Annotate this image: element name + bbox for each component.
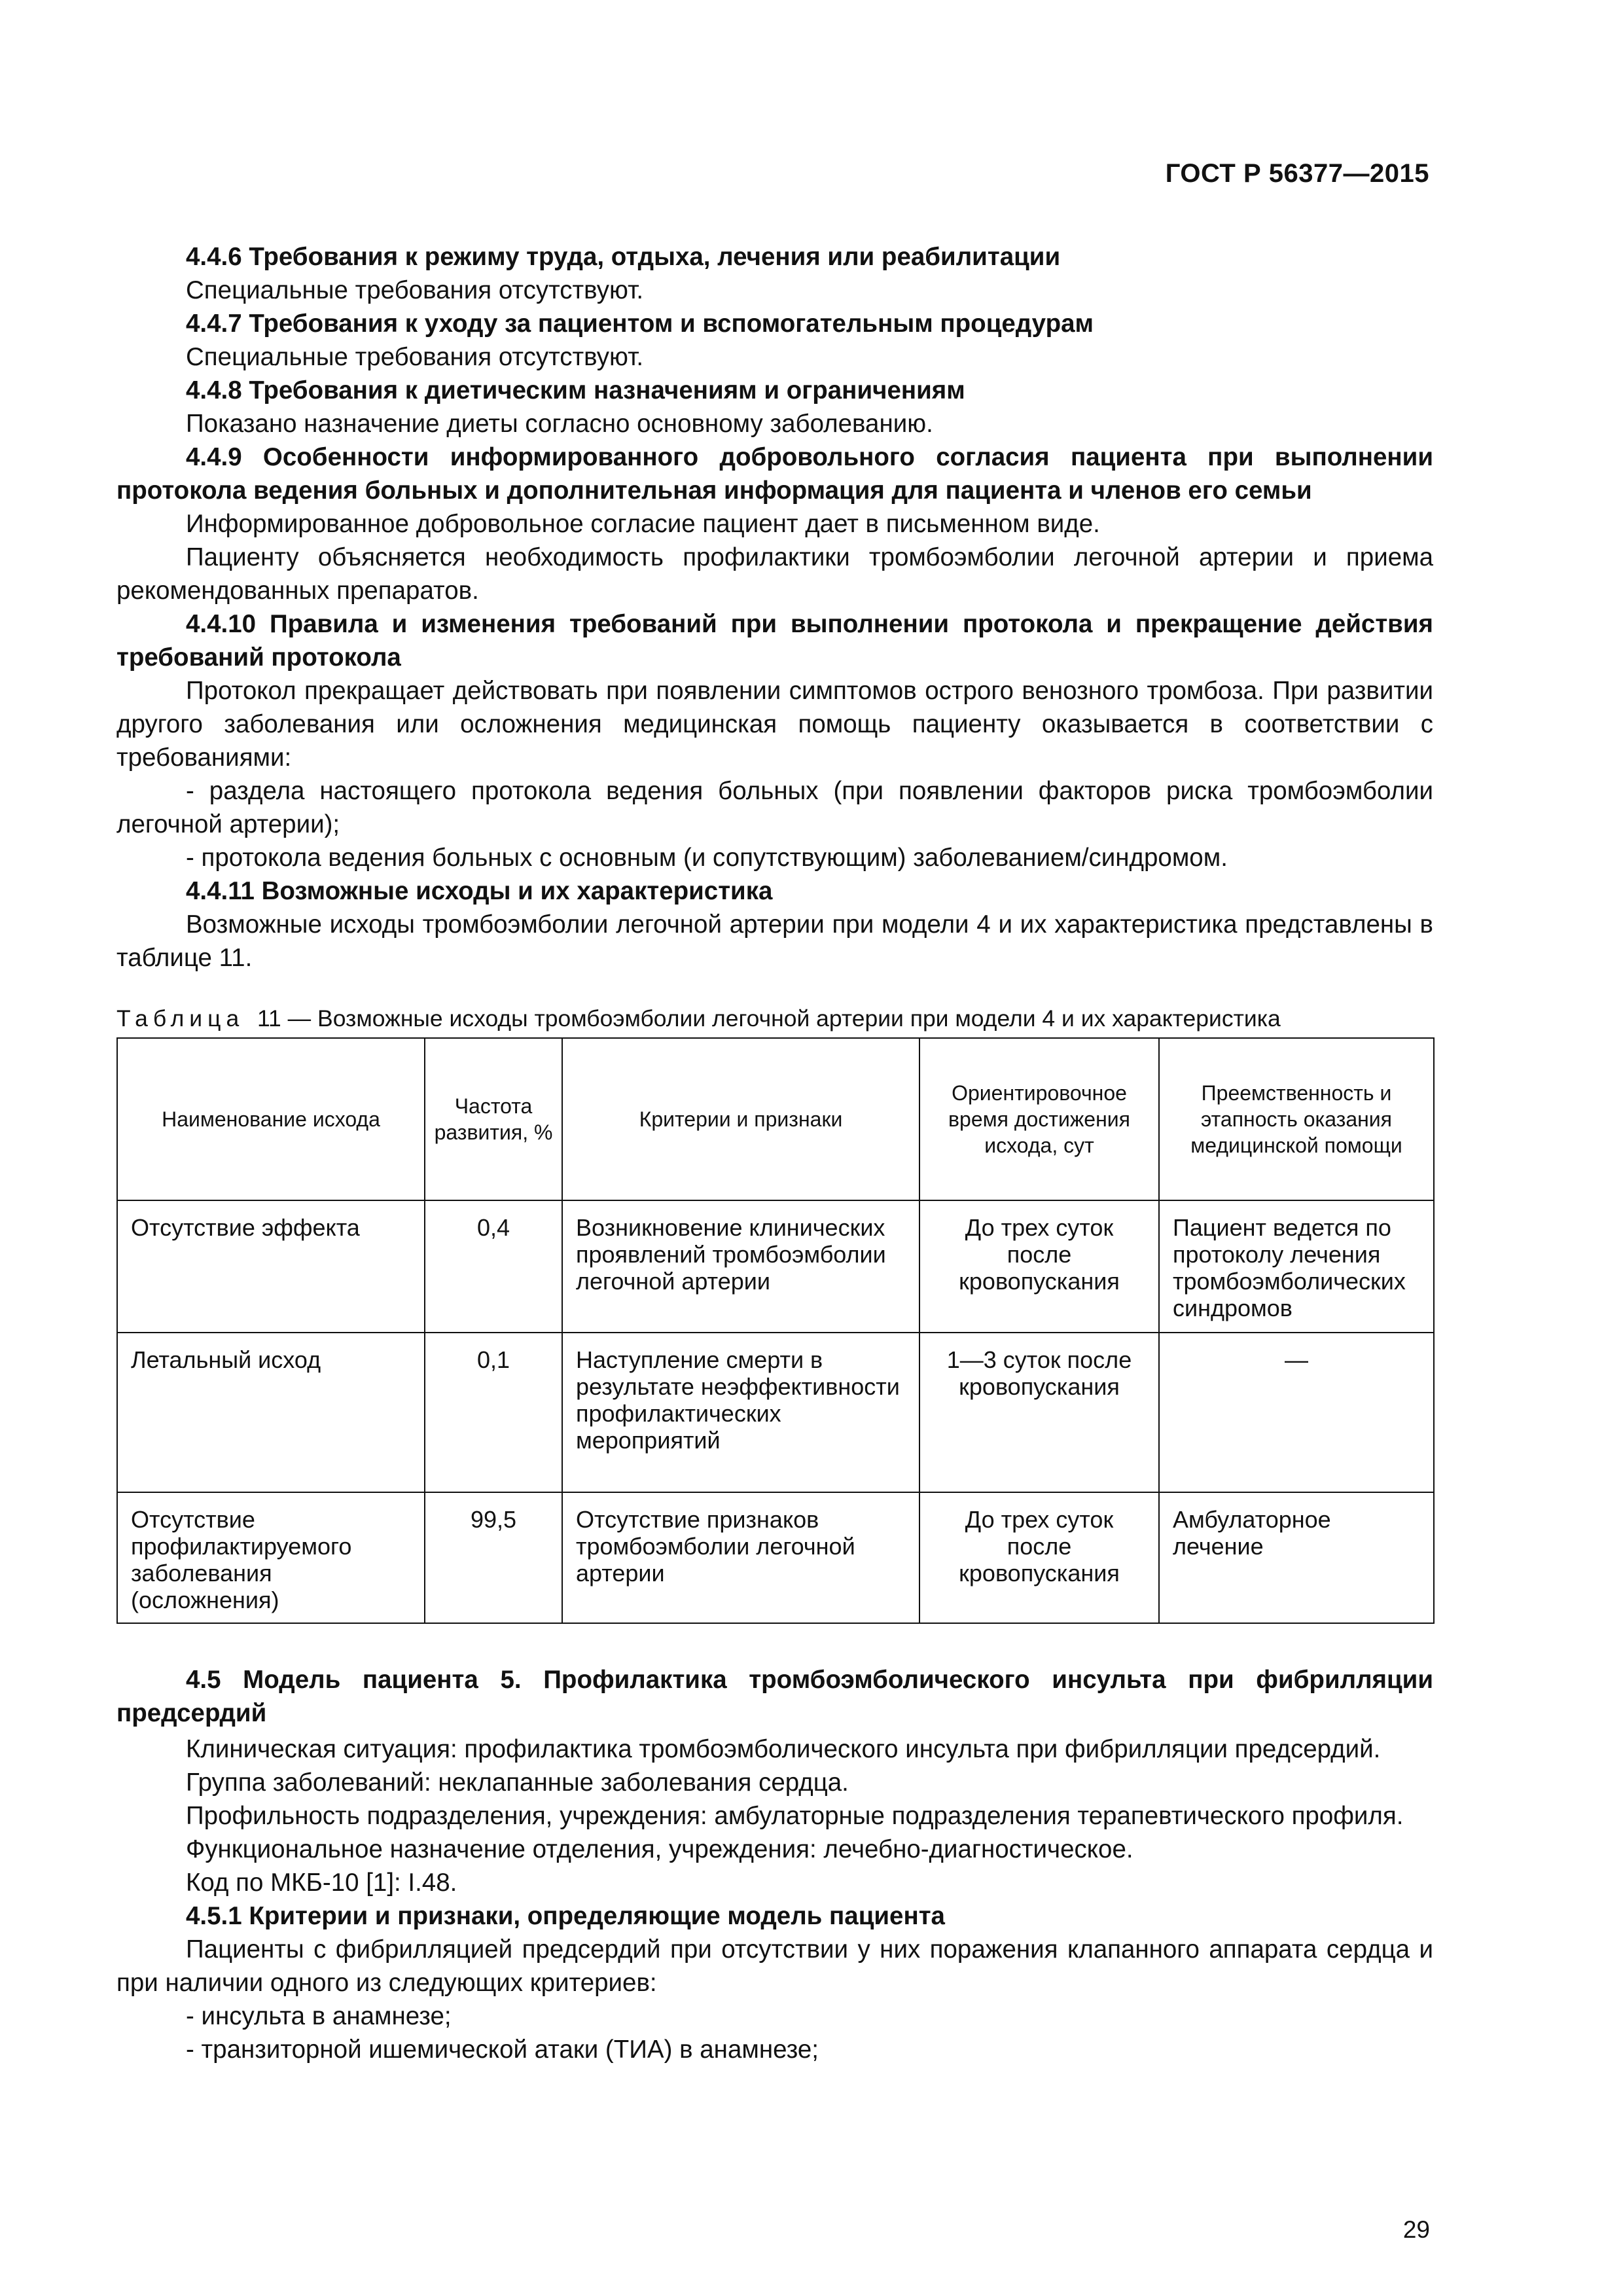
heading-4-4-7: 4.4.7 Требования к уходу за пациентом и вспомогательным процедурам xyxy=(186,310,1094,338)
paragraph: Возможные исходы тромбоэмболии легочной артерии при модели 4 и их характеристика представлены в таблице 11. xyxy=(116,910,1433,972)
list-item: - транзиторной ишемической атаки (ТИА) в анамнезе; xyxy=(186,2036,819,2064)
heading-4-4-11: 4.4.11 Возможные исходы и их характеристика xyxy=(186,877,773,905)
table-cell: Пациент ведется по протоколу лечения тромбоэмболических синдромов xyxy=(1159,1200,1434,1333)
column-header: Частота развития, % xyxy=(425,1038,562,1200)
table-cell: 1—3 суток после кровопускания xyxy=(919,1333,1159,1492)
table-cell: Летальный исход xyxy=(117,1333,425,1492)
table-caption-label: Таблица xyxy=(116,1005,245,1031)
table-header-row xyxy=(117,1038,1434,1200)
heading-4-4-9: 4.4.9 Особенности информированного добровольного согласия пациента при выполнении протокола ведения больных и дополнительная информация для пациента и членов его семьи xyxy=(116,443,1433,505)
table-cell: Амбулаторное лечение xyxy=(1159,1492,1434,1623)
page-number: 29 xyxy=(1402,2216,1430,2243)
column-header: Критерии и признаки xyxy=(562,1038,919,1200)
table-caption xyxy=(116,1003,1433,1033)
table-cell: До трех суток после кровопускания xyxy=(919,1492,1159,1623)
paragraph: Специальные требования отсутствуют. xyxy=(186,343,644,371)
heading-4-5-1: 4.5.1 Критерии и признаки, определяющие модель пациента xyxy=(186,1902,945,1930)
list-item: - инсульта в анамнезе; xyxy=(186,2002,452,2030)
paragraph: Клиническая ситуация: профилактика тромбоэмболического инсульта при фибрилляции предсердий. xyxy=(186,1735,1381,1763)
paragraph: Код по МКБ-10 [1]: I.48. xyxy=(186,1869,457,1897)
table-cell: До трех суток после кровопускания xyxy=(919,1200,1159,1333)
paragraph: Специальные требования отсутствуют. xyxy=(186,276,644,304)
heading-4-4-10: 4.4.10 Правила и изменения требований при выполнении протокола и прекращение действия требований протокола xyxy=(116,610,1433,672)
table-caption-text: 11 — Возможные исходы тромбоэмболии легочной артерии при модели 4 и их характеристика xyxy=(257,1005,1281,1031)
table-cell: 99,5 xyxy=(425,1492,562,1623)
table-cell: — xyxy=(1159,1333,1434,1492)
table-row xyxy=(117,1333,1434,1492)
paragraph: Пациенту объясняется необходимость профилактики тромбоэмболии легочной артерии и приема рекомендованных препаратов. xyxy=(116,543,1433,605)
table-row xyxy=(117,1492,1434,1623)
heading-4-4-6: 4.4.6 Требования к режиму труда, отдыха, лечения или реабилитации xyxy=(186,243,1061,271)
heading-4-5: 4.5 Модель пациента 5. Профилактика тромбоэмболического инсульта при фибрилляции предсердий xyxy=(116,1666,1433,1727)
table-cell: Отсутствие признаков тромбоэмболии легочной артерии xyxy=(562,1492,919,1623)
column-header: Преемственность и этапность оказания медицинской помощи xyxy=(1159,1038,1434,1200)
paragraph: Показано назначение диеты согласно основному заболеванию. xyxy=(186,410,933,438)
list-item: - раздела настоящего протокола ведения больных (при появлении факторов риска тромбоэмболии легочной артерии); xyxy=(116,777,1433,838)
paragraph: Протокол прекращает действовать при появлении симптомов острого венозного тромбоза. При развитии другого заболевания или осложнения медицинская помощь пациенту оказывается в соответствии с требованиями: xyxy=(116,677,1433,772)
table-cell: 0,1 xyxy=(425,1333,562,1492)
document-code: ГОСТ Р 56377—2015 xyxy=(1165,159,1429,188)
list-item: - протокола ведения больных с основным (и сопутствующим) заболеванием/синдромом. xyxy=(186,844,1228,872)
column-header: Ориентировочное время достижения исхода, сут xyxy=(919,1038,1159,1200)
paragraph: Информированное добровольное согласие пациент дает в письменном виде. xyxy=(186,510,1100,538)
table-cell: Отсутствие эффекта xyxy=(117,1200,425,1333)
paragraph: Функциональное назначение отделения, учреждения: лечебно-диагностическое. xyxy=(186,1835,1133,1863)
table-cell: 0,4 xyxy=(425,1200,562,1333)
heading-4-4-8: 4.4.8 Требования к диетическим назначениям и ограничениям xyxy=(186,376,965,404)
table-cell: Возникновение клинических проявлений тромбоэмболии легочной артерии xyxy=(562,1200,919,1333)
table-row xyxy=(117,1200,1434,1333)
outcomes-table xyxy=(116,1037,1435,1624)
main-content xyxy=(116,240,1433,2066)
table-cell: Наступление смерти в результате неэффективности профилактических мероприятий xyxy=(562,1333,919,1492)
column-header: Наименование исхода xyxy=(117,1038,425,1200)
table-cell: Отсутствие профилактируемого заболевания (осложнения) xyxy=(117,1492,425,1623)
paragraph: Профильность подразделения, учреждения: амбулаторные подразделения терапевтического профиля. xyxy=(186,1802,1404,1830)
paragraph: Группа заболеваний: неклапанные заболевания сердца. xyxy=(186,1768,849,1797)
paragraph: Пациенты с фибрилляцией предсердий при отсутствии у них поражения клапанного аппарата сердца и при наличии одного из следующих критериев: xyxy=(116,1935,1433,1997)
